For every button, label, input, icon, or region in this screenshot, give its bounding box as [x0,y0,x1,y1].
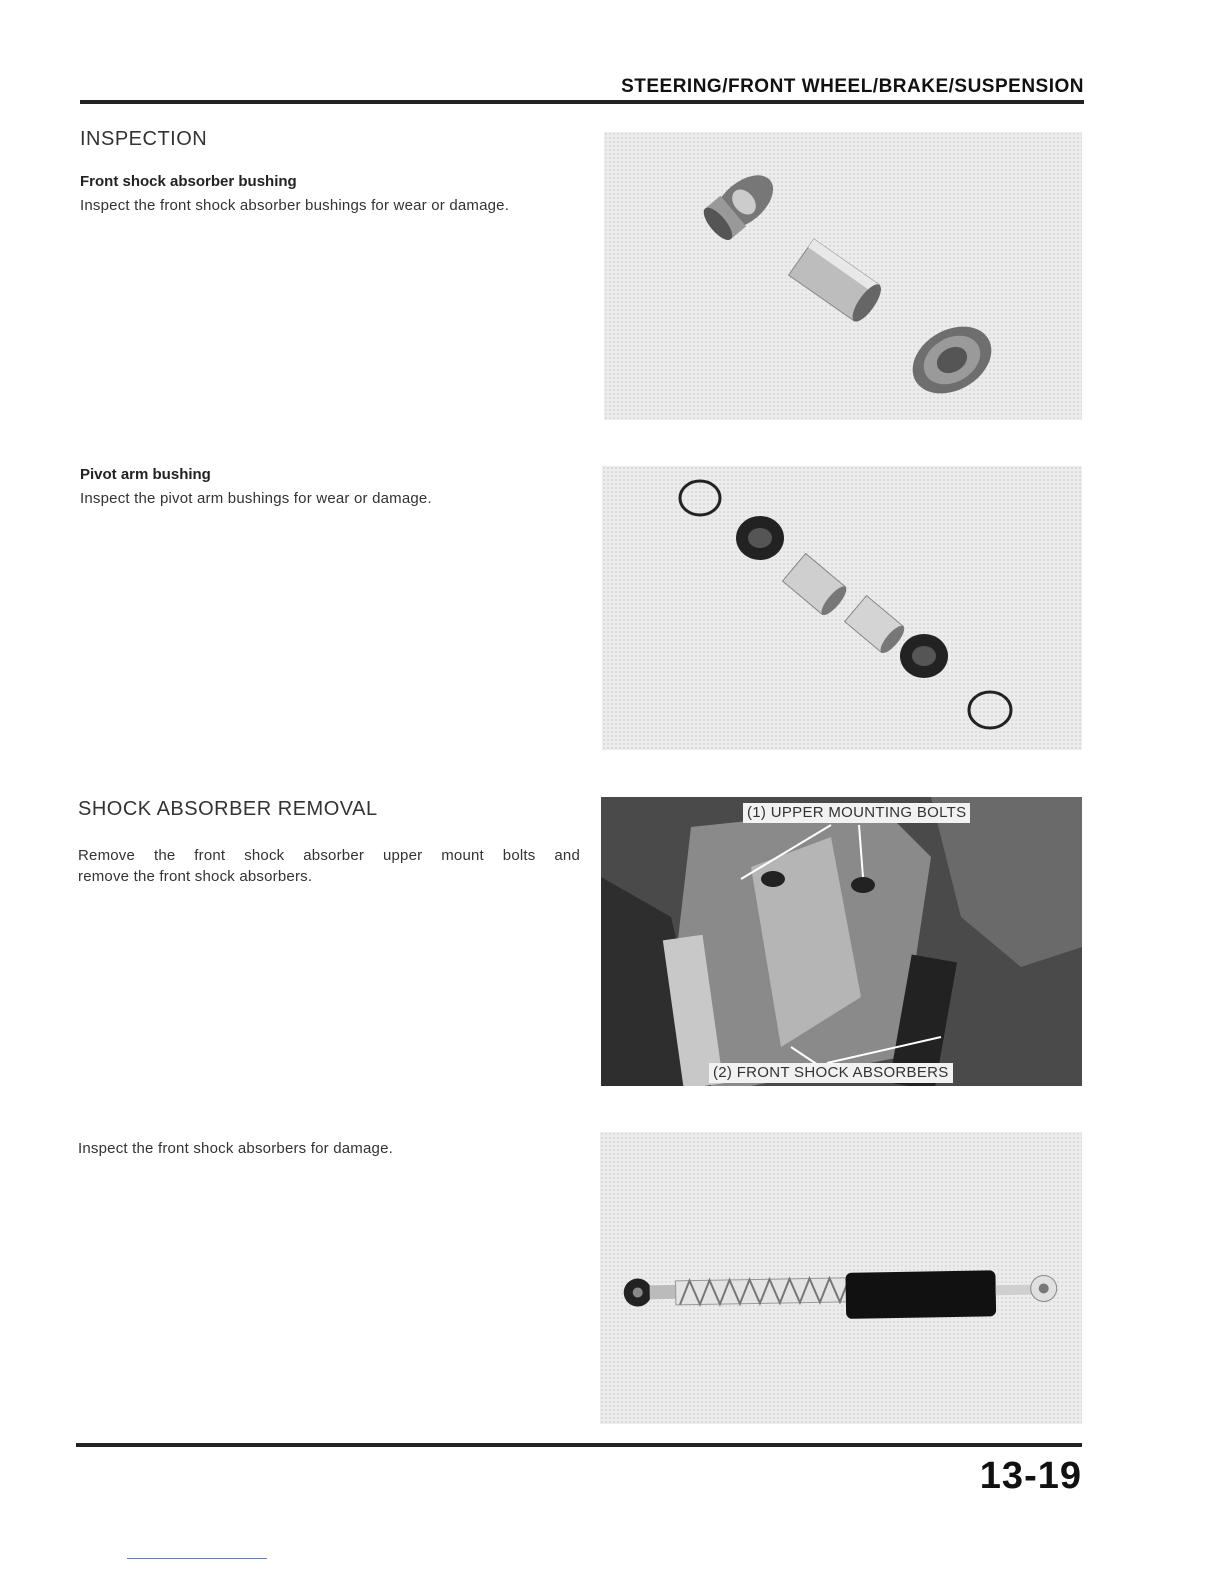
pivot-bushing-photo [602,466,1082,750]
front-bushing-photo [604,132,1082,420]
removal-heading: SHOCK ABSORBER REMOVAL [78,798,378,820]
section-title: STEERING/FRONT WHEEL/BRAKE/SUSPENSION [621,76,1084,97]
removal-text-line1: Remove the front shock absorber upper mount bolts and [78,847,580,864]
upper-mounting-bolts-callout: (1) UPPER MOUNTING BOLTS [743,803,970,823]
header-rule [80,100,1084,104]
pivot-bushing-text: Inspect the pivot arm bushings for wear or damage. [80,490,432,507]
page-number: 13-19 [979,1455,1082,1497]
shock-absorber-photo [600,1132,1082,1424]
removal-photo [601,797,1082,1086]
front-bushing-text: Inspect the front shock absorber bushings for wear or damage. [80,197,510,214]
inspection-heading: INSPECTION [80,128,208,150]
footer-rule [76,1443,1082,1447]
front-shock-absorbers-callout: (2) FRONT SHOCK ABSORBERS [709,1063,953,1083]
removal-text-line2: remove the front shock absorbers. [78,868,313,885]
annotation-line [127,1558,267,1559]
absorber-inspection-text: Inspect the front shock absorbers for damage. [78,1140,393,1157]
front-bushing-title: Front shock absorber bushing [80,173,297,190]
pivot-bushing-title: Pivot arm bushing [80,466,211,483]
